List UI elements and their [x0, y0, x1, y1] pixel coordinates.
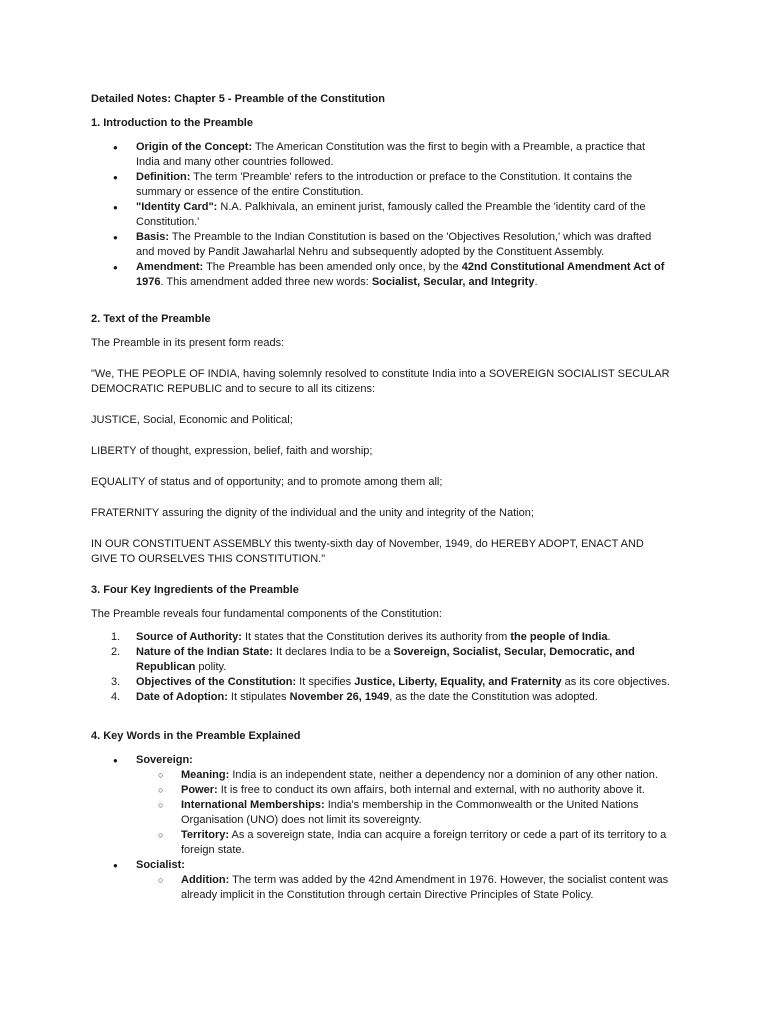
item-text: . This amendment added three new words: [160, 276, 372, 288]
sublist-item [91, 783, 671, 798]
sublist [136, 873, 671, 903]
preamble-paragraph: EQUALITY of status and of opportunity; and to promote among them all; [91, 476, 443, 488]
item-label: "Identity Card": [136, 201, 218, 213]
sublist [136, 768, 671, 858]
item-label: Amendment: [136, 261, 204, 273]
item-bold: November 26, 1949 [289, 691, 390, 703]
item-text: It stipulates [227, 691, 290, 703]
preamble-paragraph: LIBERTY of thought, expression, belief, faith and worship; [91, 445, 373, 457]
item-text: The term 'Preamble' refers to the introduction or preface to the Constitution. It contains the summary or essence of the entire Constitution. [136, 171, 633, 198]
item-text: The Preamble to the Indian Constitution is based on the 'Objectives Resolution,' which was drafted and moved by Pandit Jawaharlal Nehru and subsequently adopted by the Constituent Assembly. [136, 231, 652, 258]
section-4-list [91, 753, 671, 903]
item-text: as its core objectives. [561, 676, 670, 688]
list-item [91, 260, 671, 290]
spacer [91, 459, 671, 475]
spacer [91, 622, 671, 630]
preamble-paragraph: FRATERNITY assuring the dignity of the individual and the unity and integrity of the Nation; [91, 507, 534, 519]
item-bold: Socialist, Secular, and Integrity [371, 276, 535, 288]
item-text: The American Constitution was the first to begin with a Preamble, a practice that India and many other countries followed. [136, 141, 646, 168]
item-text: polity. [195, 661, 227, 673]
spacer [91, 490, 671, 506]
item-label: Basis: [136, 231, 170, 243]
item-bold: Sovereign, Socialist, Secular, Democratic, and Republican [136, 646, 635, 673]
document-page [91, 92, 671, 903]
item-text: It declares India to be a [272, 646, 394, 658]
spacer [91, 290, 671, 312]
list-item [91, 690, 671, 705]
item-label: Definition: [136, 171, 191, 183]
list-item [91, 230, 671, 260]
preamble-paragraph: JUSTICE, Social, Economic and Political; [91, 414, 293, 426]
section-1-list [91, 140, 671, 290]
item-text: As a sovereign state, India can acquire a foreign territory or cede a part of its territory to a foreign state. [181, 829, 667, 856]
item-label: Date of Adoption: [136, 691, 228, 703]
item-text: India's membership in the Commonwealth or the United Nations Organisation (UNO) does not limit its sovereignty. [181, 799, 639, 826]
item-label: International Memberships: [181, 799, 325, 811]
list-item [91, 675, 671, 690]
spacer [91, 397, 671, 413]
spacer [91, 567, 671, 583]
preamble-paragraph: "We, THE PEOPLE OF INDIA, having solemnly resolved to constitute India into a SOVEREIGN SOCIALIST SECULAR DEMOCRATIC REPUBLIC and to secure to all its citizens: [91, 368, 670, 395]
item-text: . [534, 276, 538, 288]
item-label: Addition: [181, 874, 230, 886]
item-bold: 42nd Constitutional Amendment Act of 1976 [136, 261, 665, 288]
section-1-heading: 1. Introduction to the Preamble [91, 117, 253, 129]
item-label: Objectives of the Constitution: [136, 676, 297, 688]
section-4-heading: 4. Key Words in the Preamble Explained [91, 730, 301, 742]
item-text: India is an independent state, neither a dependency nor a dominion of any other nation. [229, 769, 658, 781]
item-text: It states that the Constitution derives its authority from [241, 631, 511, 643]
item-number: 3. [111, 676, 121, 688]
item-text: N.A. Palkhivala, an eminent jurist, famously called the Preamble the 'identity card of the Constitution.' [136, 201, 646, 228]
item-number: 2. [111, 646, 121, 658]
spacer [91, 521, 671, 537]
list-item [91, 645, 671, 675]
preamble-paragraph: IN OUR CONSTITUENT ASSEMBLY this twenty-sixth day of November, 1949, do HEREBY ADOPT, ENACT AND GIVE TO OURSELVES THIS CONSTITUTION." [91, 538, 644, 565]
spacer [91, 351, 671, 367]
item-number: 1. [111, 631, 121, 643]
section-3-heading: 3. Four Key Ingredients of the Preamble [91, 584, 299, 596]
sublist-item [91, 798, 671, 828]
document-title: Detailed Notes: Chapter 5 - Preamble of the Constitution [91, 93, 385, 105]
section-3-list [91, 630, 671, 705]
item-label: Source of Authority: [136, 631, 242, 643]
list-item [91, 200, 671, 230]
sublist-item [91, 768, 671, 783]
item-text: The term was added by the 42nd Amendment in 1976. However, the socialist content was already implicit in the Constitution through certain Directive Principles of State Policy. [181, 874, 669, 901]
list-item [91, 753, 671, 858]
item-label: Origin of the Concept: [136, 141, 253, 153]
list-item [91, 630, 671, 645]
spacer [91, 428, 671, 444]
spacer [91, 705, 671, 729]
item-label: Meaning: [181, 769, 230, 781]
item-text: , as the date the Constitution was adopted. [389, 691, 598, 703]
item-label: Socialist: [136, 859, 185, 871]
section-3-intro: The Preamble reveals four fundamental components of the Constitution: [91, 608, 442, 620]
item-bold: the people of India [510, 631, 608, 643]
list-item [91, 170, 671, 200]
item-text: . [607, 631, 611, 643]
item-label: Nature of the Indian State: [136, 646, 273, 658]
list-item [91, 140, 671, 170]
section-2-intro: The Preamble in its present form reads: [91, 337, 285, 349]
item-label: Territory: [181, 829, 230, 841]
section-2-heading: 2. Text of the Preamble [91, 313, 211, 325]
item-label: Sovereign: [136, 754, 193, 766]
item-number: 4. [111, 691, 121, 703]
list-item [91, 858, 671, 903]
item-text: The Preamble has been amended only once, by the [203, 261, 462, 273]
item-bold: Justice, Liberty, Equality, and Fraternity [354, 676, 562, 688]
sublist-item [91, 873, 671, 903]
item-label: Power: [181, 784, 218, 796]
sublist-item [91, 828, 671, 858]
item-text: It is free to conduct its own affairs, both internal and external, with no authority above it. [217, 784, 645, 796]
item-text: It specifies [296, 676, 355, 688]
